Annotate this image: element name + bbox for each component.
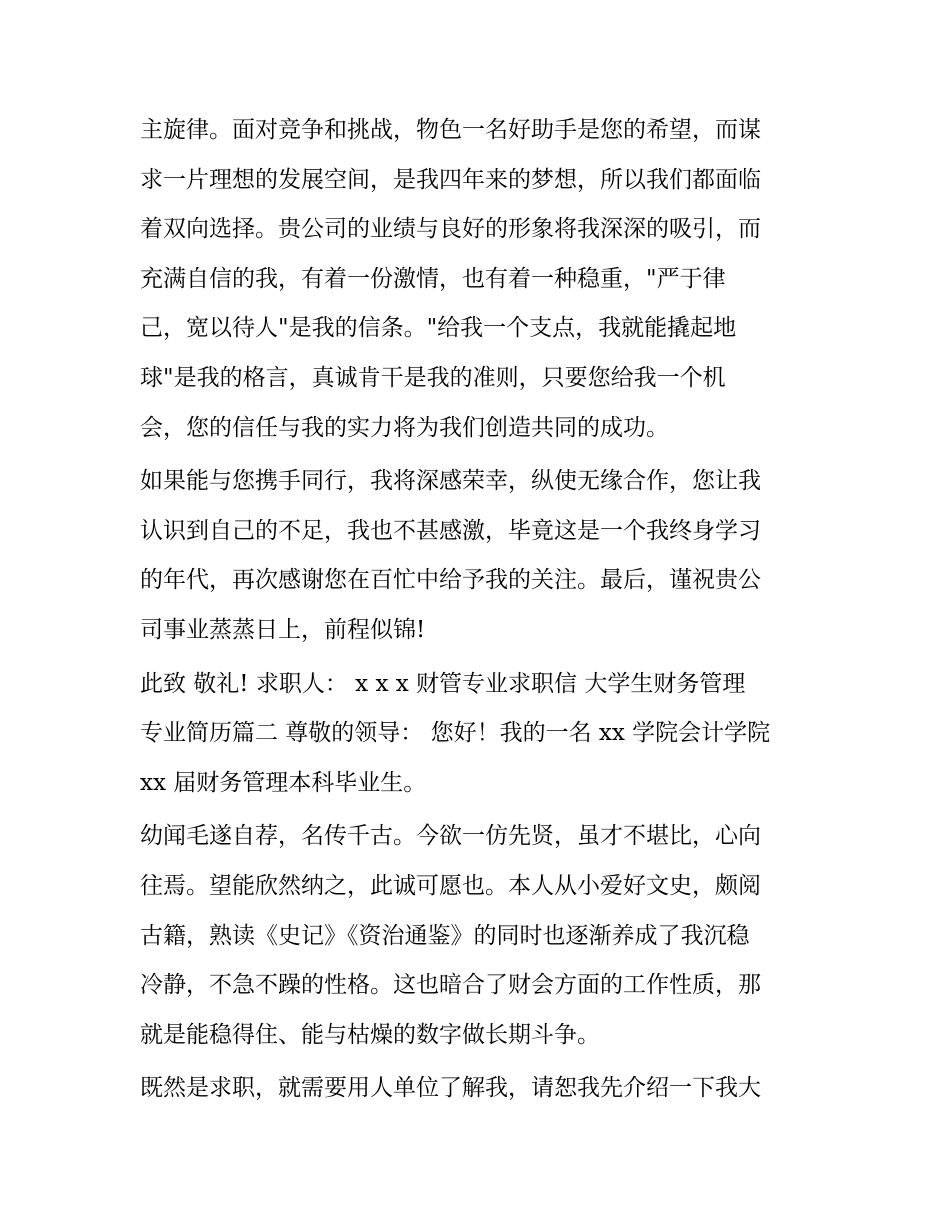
document-body <box>140 106 820 1118</box>
text-line: 求一片理想的发展空间，是我四年来的梦想，所以我们都面临 <box>140 166 761 193</box>
text-line: 着双向选择。贵公司的业绩与良好的形象将我深深的吸引，而 <box>140 216 761 243</box>
paragraph-2 <box>140 457 820 655</box>
text-line: 充满自信的我，有着一份激情，也有着一种稳重，"严于律 <box>140 265 726 292</box>
text-line: 会，您的信任与我的实力将为我们创造共同的成功。 <box>140 414 669 441</box>
text-line: 冷静，不急不躁的性格。这也暗合了财会方面的工作性质，那 <box>140 972 761 999</box>
text-line: 此致 敬礼! 求职人： x x x 财管专业求职信 大学生财务管理 <box>140 670 746 697</box>
text-line: 古籍，熟读《史记》《资治通鉴》的同时也逐渐养成了我沉稳 <box>140 922 750 949</box>
text-line: xx 届财务管理本科毕业生。 <box>140 769 427 796</box>
text-line: 就是能稳得住、能与枯燥的数字做长期斗争。 <box>140 1021 600 1048</box>
text-line: 己，宽以待人"是我的信条。"给我一个支点，我就能撬起地 <box>140 315 737 342</box>
paragraph-5 <box>140 1064 820 1114</box>
text-line: 认识到自己的不足，我也不甚感激，毕竟这是一个我终身学习 <box>140 517 761 544</box>
text-line: 既然是求职，就需要用人单位了解我，请恕我先介绍一下我大 <box>140 1075 761 1102</box>
text-line: 司事业蒸蒸日上，前程似锦! <box>140 616 426 643</box>
paragraph-1 <box>140 106 820 453</box>
text-line: 往焉。望能欣然纳之，此诚可愿也。本人从小爱好文史，颇阅 <box>140 872 761 899</box>
text-line: 专业简历篇二 尊敬的领导： 您好！我的一名 xx 学院会计学院 <box>140 720 771 747</box>
text-line: 球"是我的格言，真诚肯干是我的准则，只要您给我一个机 <box>140 364 726 391</box>
text-line: 幼闻毛遂自荐，名传千古。今欲一仿先贤，虽才不堪比，心向 <box>140 823 761 850</box>
text-line: 主旋律。面对竞争和挑战，物色一名好助手是您的希望，而谋 <box>140 117 761 143</box>
paragraph-4 <box>140 812 820 1060</box>
text-line: 如果能与您携手同行，我将深感荣幸，纵使无缘合作，您让我 <box>140 468 761 495</box>
text-line: 的年代，再次感谢您在百忙中给予我的关注。最后，谨祝贵公 <box>140 567 761 594</box>
paragraph-3 <box>140 660 820 809</box>
